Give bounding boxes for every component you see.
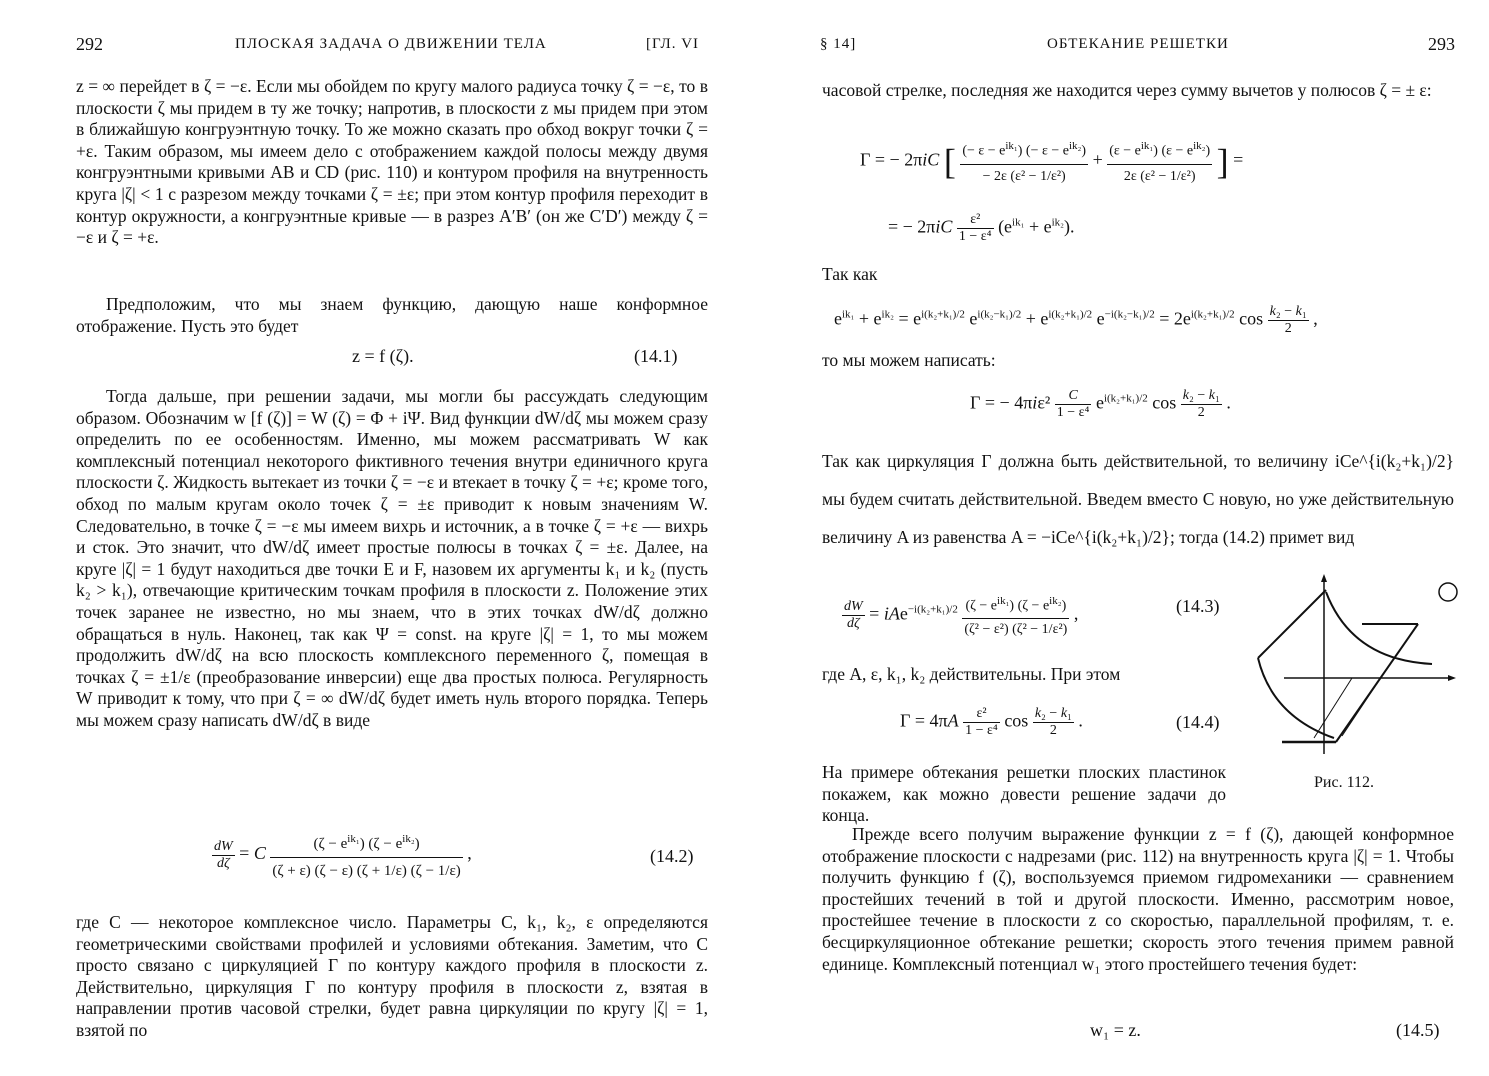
paragraph-3: Тогда дальше, при решении задачи, мы могли бы рассуждать следующим образом. Обозначим w [f (ζ)] = W (ζ) = Φ + iΨ. Вид функции dW/dζ мы можем сразу определить по ее особенностям. Именно, мы можем рассматривать W как комплексный потенциал некоторого фиктивного течения внутри единичного круга плоскости ζ. Жидкость вытекает из точки ζ = −ε и втекает в точку ζ = +ε; кроме того, обход по малым кругам около точек ζ = ±ε приводит к новым значениям W. Следовательно, в точке ζ = −ε мы имеем вихрь и источник, а в точке ζ = +ε — вихрь и сток. Это значит, что dW/dζ имеет простые полюсы в точках ζ = ±ε. Далее, на круге |ζ| = 1 будут находиться две точки E и F, назовем их аргументы k₁ и k₂ (пусть k₂ > k₁), отвечающие критическим точкам профиля в плоскости z. Положение этих точек заранее не известно, но мы знаем, что в этих точках dW/dζ должно обращаться в нуль. Наконец, так как Ψ = const. на круге |ζ| = 1, то мы можем продолжить dW/dζ на всю плоскость комплексного переменного ζ, помещая в точках ζ = ±1/ε (преобразование инверсии) еще два простых полюса. Регулярность W приводит к тому, что при ζ = ∞ dW/dζ будет иметь нуль второго порядка. Теперь мы можем сразу написать dW/dζ в виде [76, 386, 708, 730]
equation-14-5: w₁ = z. [1090, 1020, 1141, 1040]
paragraph-1: часовой стрелке, последняя же находится через сумму вычетов у полюсов ζ = ± ε: [822, 80, 1432, 100]
equation-exp-sum: $e^{ik_1} + e^{ik_2} = e^{i(k_2+k_1)/2}$ $e^{i(k_2-k_1)/2} + e^{i(k_2+k_1)/2}$ $e^{-i(k_2-k_1)/2} = 2e^{i(k_2+k_1)/2}$ cos $\frac{\text{k₂ − k₁}}{2}$ , [834, 304, 1318, 336]
right-page [744, 0, 1489, 1076]
paragraph-3: то мы можем написать: [822, 350, 996, 370]
equation-number-14-3: (14.3) [1176, 596, 1220, 616]
plane-marker-icon [1436, 580, 1460, 604]
equation-number-14-5: (14.5) [1396, 1020, 1440, 1040]
equation-number-14-2: (14.2) [650, 846, 694, 866]
paragraph-5: где A, ε, k₁, k₂ действительны. При этом [822, 664, 1121, 684]
figure-112 [1242, 566, 1466, 758]
paragraph-4: где C — некоторое комплексное число. Параметры C, k₁, k₂, ε определяются геометрическими свойствами профилей и условиями обтекания. Заметим, что C просто связано с циркуляцией Γ по контуру каждого профиля в плоскости z. Действительно, циркуляция Γ по контуру профиля в плоскости z, взятая в направлении против часовой стрелки, будет равна циркуляции по кругу |ζ| = 1, взятой по [76, 912, 708, 1040]
equation-14-1: z = f (ζ). [352, 346, 414, 366]
equation-circulation: Γ = − 2πiC [ $\frac{(- \varepsilon - e^{ik_1}) (- \varepsilon - e^{ik_2})}{\text{− 2ε (ε² − 1/ε²)}}$ + $\frac{(\varepsilon - e^{ik_1}) (\varepsilon - e^{ik_2})}{\text{2ε (ε² − 1/ε²)}}$ ] = [860, 134, 1243, 189]
running-title: ПЛОСКАЯ ЗАДАЧА О ДВИЖЕНИИ ТЕЛА [235, 36, 547, 52]
section-label: § 14] [820, 36, 857, 52]
chapter-label: [ГЛ. VI [646, 36, 700, 52]
left-page [0, 0, 744, 1076]
paragraph-2: Предположим, что мы знаем функцию, дающую наше конформное отображение. Пусть это будет [76, 294, 708, 336]
paragraph-2: Так как [822, 264, 878, 284]
paragraph-1: z = ∞ перейдет в ζ = −ε. Если мы обойдем по кругу малого радиуса точку ζ = −ε, то в плоскости ζ мы придем в ту же точку; напротив, в плоскости z мы придем при этом в ближайшую конгруэнтную точку. То же можно сказать про обход вокруг точки ζ = +ε. Таким образом, мы имеем дело с отображением каждой полосы между двумя конгруэнтными кривыми AB и CD (рис. 110) и контуром профиля на внутренность круга |ζ| < 1 с разрезом между точками ζ = ±ε; при этом контур профиля переходит в контур окружности, а конгруэнтные кривые — в разрез A′B′ (он же C′D′) между ζ = −ε и ζ = +ε. [76, 76, 708, 248]
paragraph-7: Прежде всего получим выражение функции z = f (ζ), дающей конформное отображение плоскости с надрезами (рис. 112) на внутренность круга |ζ| = 1. Чтобы получить функцию f (ζ), воспользуемся приемом гидромеханики — сравнением простейших течений в той и другой плоскости. Именно, рассмотрим новое, простейшее течение в плоскости z со скоростью, параллельной профилям, т. е. бесциркуляционное обтекание решетки; скорость этого течения примем равной единице. Комплексный потенциал w₁ этого простейшего течения будет: [822, 824, 1454, 974]
paragraph-6: На примере обтекания решетки плоских пластинок покажем, как можно довести решение задачи до конца. [822, 762, 1226, 826]
equation-gamma: Γ = − 4πiε² $\frac{C}{\text{1 − ε⁴}}$ $e^{i(k_2+k_1)/2}$ cos $\frac{\text{k₂ − k₁}}{2}$ . [970, 388, 1231, 420]
figure-caption: Рис. 112. [1314, 774, 1374, 791]
page-number: 292 [76, 34, 103, 54]
equation-number-14-4: (14.4) [1176, 712, 1220, 732]
running-title: ОБТЕКАНИЕ РЕШЕТКИ [1047, 36, 1229, 52]
equation-number-14-1: (14.1) [634, 346, 678, 366]
paragraph-4: Так как циркуляция Γ должна быть действительной, то величину iCe^{i(k₂+k₁)/2} мы будем считать действительной. Введем вместо C новую, но уже действительную величину A из равенства A = −iCe^{i(k₂+k₁)/2}; тогда (14.2) примет вид [822, 451, 1454, 547]
equation-circulation-result: = − 2πiC $\frac{\text{ε²}}{\text{1 − ε⁴}}$ $(e^{ik_1} + e^{ik_2})$. [888, 212, 1075, 244]
equation-14-2: $\frac{dW}{d\zeta}$ = C $\frac{(\zeta - e^{ik_1}) (\zeta - e^{ik_2})}{(\zeta + \varepsilon) (\zeta - \varepsilon) (\zeta + 1/\varepsilon) (\zeta - 1/\varepsilon)}$ , [212, 826, 472, 884]
page-number: 293 [1428, 34, 1455, 54]
equation-14-4: Γ = 4πA $\frac{\text{ε²}}{\text{1 − ε⁴}}$ cos $\frac{\text{k₂ − k₁}}{2}$ . [900, 706, 1083, 738]
equation-14-3: $\frac{dW}{d\zeta}$ = iAe$^{-i(k_2+k_1)/2}$ $\frac{(\zeta - e^{ik_1}) (\zeta - e^{ik_2})}{\text{(ζ² − ε²) (ζ² − 1/ε²)}}$ , [842, 590, 1078, 641]
